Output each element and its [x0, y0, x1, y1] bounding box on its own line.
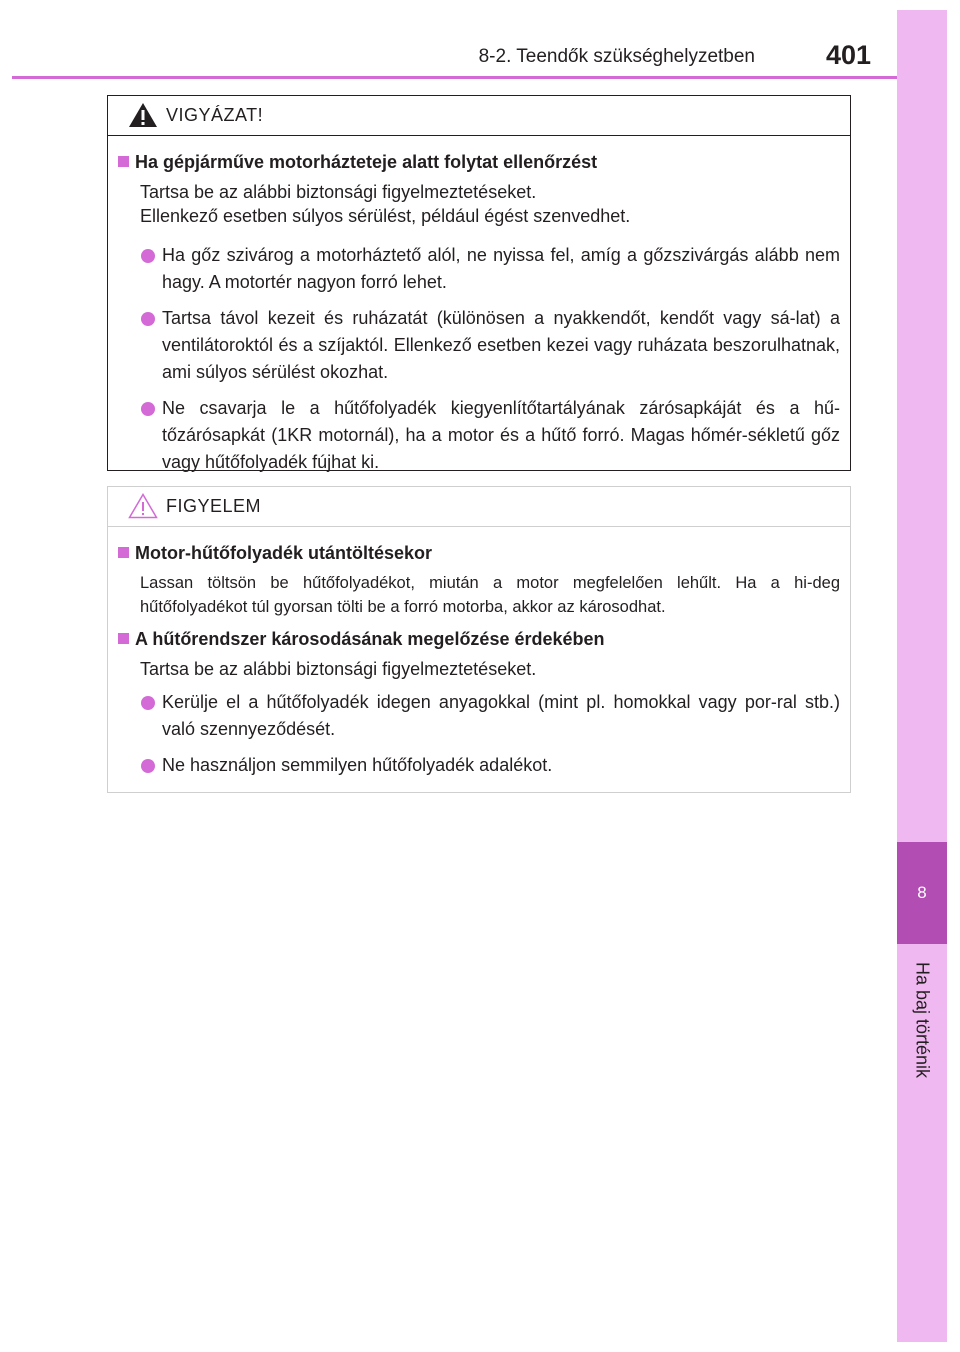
warning-box [107, 95, 851, 471]
side-tab-chapter: 8 [897, 842, 947, 944]
warning-bullet: Ha gőz szivárog a motorháztető alól, ne nyissa fel, amíg a gőzszivárgás alább nem hagy. A motortér nagyon forró lehet. [118, 242, 840, 296]
square-bullet-icon [118, 547, 129, 558]
warning-subhead: Ha gépjárműve motorházteteje alatt folytat ellenőrzést [118, 150, 840, 174]
square-bullet-icon [118, 633, 129, 644]
notice-subhead: Motor-hűtőfolyadék utántöltésekor [118, 541, 840, 565]
page-number: 401 [826, 40, 872, 70]
notice-text: Tartsa be az alábbi biztonsági figyelmeztetéseket. [140, 659, 537, 679]
round-bullet-icon [141, 696, 155, 710]
warning-triangle-icon [128, 102, 158, 128]
warning-intro: Tartsa be az alábbi biztonsági figyelmeztetéseket. Ellenkező esetben súlyos sérülést, például égést szenvedhet. [140, 182, 631, 226]
round-bullet-icon [141, 402, 155, 416]
notice-bullet: Ne használjon semmilyen hűtőfolyadék adalékot. [118, 752, 840, 779]
warning-label: VIGYÁZAT! [166, 105, 264, 125]
side-tab [897, 10, 947, 1342]
round-bullet-icon [141, 759, 155, 773]
caution-triangle-icon [128, 493, 158, 519]
header-rule [12, 76, 947, 79]
warning-bullet: Tartsa távol kezeit és ruházatát (különösen a nyakkendőt, kendőt vagy sá-lat) a ventilátoroktól és a szíjaktól. Ellenkező esetben kezei vagy ruházata beszorulhatnak, ami súlyos sérülést okozhat. [118, 305, 840, 386]
section-title: 8-2. Teendők szükséghelyzetben [478, 46, 755, 67]
warning-box-header [108, 96, 850, 136]
notice-subhead: A hűtőrendszer károsodásának megelőzése érdekében [118, 627, 840, 651]
notice-box [107, 486, 851, 793]
notice-bullet: Kerülje el a hűtőfolyadék idegen anyagokkal (mint pl. homokkal vagy por-ral stb.) való szennyeződését. [118, 689, 840, 743]
notice-text: Lassan töltsön be hűtőfolyadékot, miután a motor megfelelően lehűlt. Ha a hi-deg hűtőfolyadékot túl gyorsan tölti be a forró motorba, akkor az károsodhat. [140, 574, 840, 616]
notice-box-header [108, 487, 850, 527]
round-bullet-icon [141, 312, 155, 326]
warning-bullet: Ne csavarja le a hűtőfolyadék kiegyenlítőtartályának zárósapkáját és a hű-tőzárósapkát (1KR motornál), ha a motor és a hűtő forró. Magas hőmér-sékletű gőz vagy hűtőfolyadék fújhat ki. [118, 395, 840, 476]
round-bullet-icon [141, 249, 155, 263]
square-bullet-icon [118, 156, 129, 167]
side-tab-title: Ha baj történik [912, 961, 933, 1079]
notice-label: FIGYELEM [166, 496, 262, 516]
